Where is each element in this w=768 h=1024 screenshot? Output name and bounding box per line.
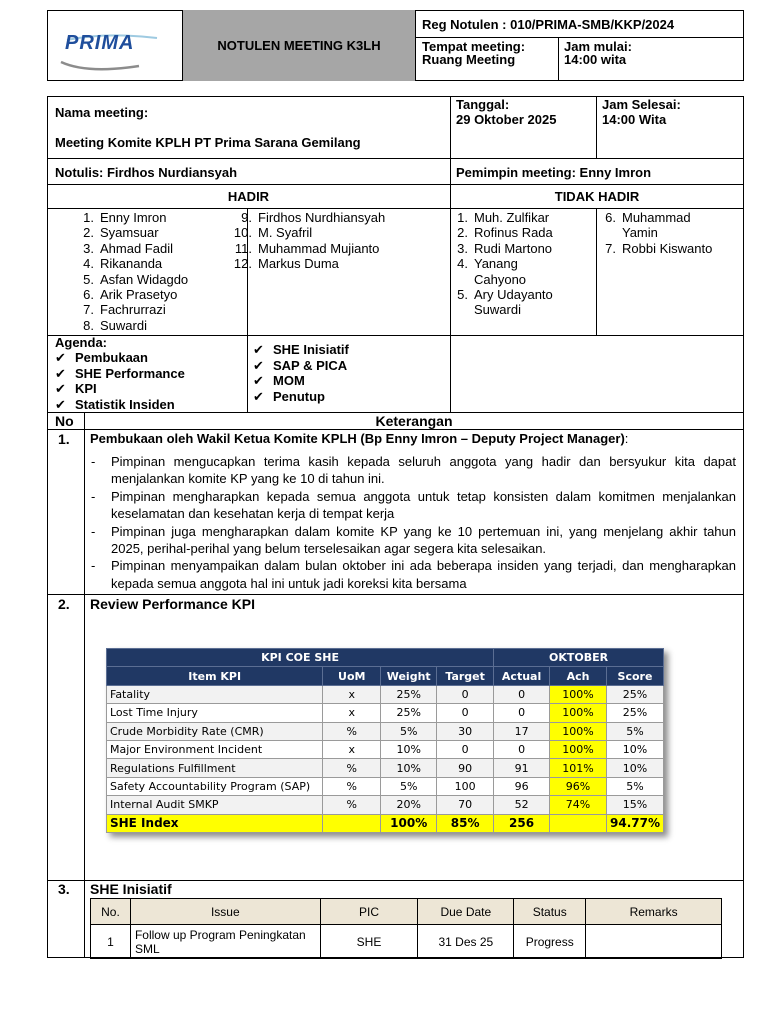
agenda-list-1	[55, 350, 185, 412]
agenda-item: ✔ MOM	[253, 373, 349, 389]
list-item: 3. Ahmad Fadil	[83, 240, 173, 256]
kpi-target: 0	[437, 704, 494, 722]
kpi-weight: 20%	[381, 796, 437, 814]
header-title-cell	[183, 10, 416, 81]
list-item: 2. Rofinus Rada	[457, 225, 553, 241]
list-item: 3. Rudi Martono	[457, 240, 553, 256]
list-item: 7. Fachrurrazi	[83, 302, 166, 318]
header-divider-h	[416, 37, 744, 38]
kpi-actual: 0	[494, 704, 550, 722]
section-3-title: SHE Inisiatif	[90, 881, 172, 897]
issue-header-row	[91, 899, 722, 925]
nama-meeting-value: Meeting Komite KPLH PT Prima Sarana Gemilang	[55, 135, 361, 150]
kpi-table	[106, 648, 664, 833]
kpi-target: 100	[437, 777, 494, 795]
tanggal-value: 29 Oktober 2025	[456, 112, 557, 127]
list-item: 1. Enny Imron	[83, 210, 167, 225]
agenda-item: ✔ KPI	[55, 381, 185, 397]
kpi-group-right: OKTOBER	[494, 649, 664, 667]
kpi-actual: 17	[494, 722, 550, 740]
kpi-target: 30	[437, 722, 494, 740]
kpi-col-uom: UoM	[323, 667, 381, 685]
list-item: 9. Firdhos Nurdhiansyah	[241, 210, 386, 225]
kpi-actual: 0	[494, 740, 550, 758]
agenda-item: ✔ SAP & PICA	[253, 358, 349, 374]
kpi-weight: 25%	[381, 685, 437, 703]
kpi-item: Safety Accountability Program (SAP)	[107, 777, 323, 795]
col-remarks: Remarks	[586, 899, 722, 925]
section-2-number: 2.	[58, 596, 70, 612]
kpi-weight: 10%	[381, 740, 437, 758]
list-item: 4. Rikananda	[83, 256, 163, 272]
section-3-number: 3.	[58, 881, 70, 897]
no-column-divider	[84, 412, 85, 958]
kpi-weight: 5%	[381, 777, 437, 795]
kpi-uom: x	[323, 685, 381, 703]
table-row	[107, 740, 664, 758]
agenda-item: ✔ SHE Inisiatif	[253, 342, 349, 358]
hadir-header: HADIR	[227, 189, 270, 204]
kpi-weight: 5%	[381, 722, 437, 740]
kpi-item: Major Environment Incident	[107, 740, 323, 758]
list-item: 5. Ary Udayanto Suwardi	[457, 287, 553, 318]
table-row	[107, 796, 664, 814]
kpi-col-target: Target	[437, 667, 494, 685]
kpi-total-item: SHE Index	[107, 814, 323, 832]
list-item: 6. Arik Prasetyo	[83, 287, 178, 303]
kpi-weight: 25%	[381, 704, 437, 722]
kpi-ach: 100%	[550, 740, 607, 758]
section-2-title: Review Performance KPI	[90, 596, 255, 612]
kpi-score: 5%	[606, 722, 663, 740]
kpi-score: 25%	[606, 685, 663, 703]
kpi-target: 0	[437, 685, 494, 703]
hadir-list-2	[230, 210, 450, 272]
agenda-item: ✔ Penutup	[253, 389, 349, 405]
col-issue: Issue	[130, 899, 320, 925]
jam-selesai-label: Jam Selesai:	[602, 97, 681, 112]
kpi-score: 10%	[606, 740, 663, 758]
kpi-ach: 96%	[550, 777, 607, 795]
no-header: No	[55, 413, 74, 429]
reg-notulen: Reg Notulen : 010/PRIMA-SMB/KKP/2024	[422, 17, 675, 32]
kpi-actual: 91	[494, 759, 550, 777]
list-item: 7. Robbi Kiswanto	[605, 240, 713, 256]
tempat-meeting-value: Ruang Meeting	[422, 52, 516, 67]
kpi-actual: 0	[494, 685, 550, 703]
table-row	[91, 925, 722, 959]
issue-remarks	[586, 925, 722, 959]
tanggal-label: Tanggal:	[456, 97, 510, 112]
table-row	[107, 777, 664, 795]
kpi-total-score: 94.77%	[606, 814, 663, 832]
jam-mulai-value: 14:00 wita	[564, 52, 627, 67]
agenda-item: ✔ Statistik Insiden	[55, 397, 185, 413]
list-item: 10. M. Syafril	[233, 225, 313, 241]
agenda-list-2	[253, 342, 349, 404]
kpi-item: Lost Time Injury	[107, 704, 323, 722]
kpi-item: Fatality	[107, 685, 323, 703]
section-1-title: Pembukaan oleh Wakil Ketua Komite KPLH (Bp Enny Imron – Deputy Project Manager):	[90, 431, 629, 446]
keterangan-header: Keterangan	[375, 413, 453, 429]
kpi-ach: 101%	[550, 759, 607, 777]
table-row	[107, 722, 664, 740]
kpi-score: 10%	[606, 759, 663, 777]
kpi-item: Internal Audit SMKP	[107, 796, 323, 814]
header-divider-v	[558, 37, 559, 81]
kpi-uom: x	[323, 704, 381, 722]
section-1-bullets	[89, 453, 736, 592]
kpi-ach: 100%	[550, 704, 607, 722]
kpi-actual: 96	[494, 777, 550, 795]
list-item: 1. Muh. Zulfikar	[457, 210, 550, 225]
kpi-ach: 74%	[550, 796, 607, 814]
tidak-hadir-list-2	[594, 210, 742, 256]
issue-text: Follow up Program Peningkatan SML	[130, 925, 320, 959]
bullet-item: - Pimpinan menyampaikan dalam bulan oktober ini ada beberapa insiden yang terjadi, dan mengharapkan kepada semua anggota hal ini untuk jadi koreksi kita bersama	[89, 557, 736, 592]
logo-text: PRIMA	[65, 32, 135, 54]
kpi-col-item: Item KPI	[107, 667, 323, 685]
list-item: 8. Suwardi	[83, 317, 147, 333]
list-item: 4. Yanang Cahyono	[457, 256, 527, 287]
nama-meeting-label: Nama meeting:	[55, 105, 149, 120]
issue-no: 1	[91, 925, 131, 959]
table-row	[107, 704, 664, 722]
issue-pic: SHE	[320, 925, 418, 959]
header-logo-cell	[47, 10, 183, 81]
list-item: 11. Muhammad Mujianto	[234, 240, 380, 256]
kpi-item: Regulations Fulfillment	[107, 759, 323, 777]
kpi-score: 25%	[606, 704, 663, 722]
row-line-7	[47, 594, 744, 595]
kpi-total-uom	[323, 814, 381, 832]
kpi-score: 5%	[606, 777, 663, 795]
issue-due: 31 Des 25	[418, 925, 514, 959]
bullet-item: - Pimpinan mengharapkan kepada semua anggota untuk tetap konsisten dalam komitmen menjalankan keselamatan dan kesehatan kerja di tempat kerja	[89, 488, 736, 523]
hadir-list-1	[72, 210, 247, 333]
tempat-meeting-label: Tempat meeting:	[422, 39, 526, 54]
kpi-uom: %	[323, 759, 381, 777]
issue-status: Progress	[514, 925, 586, 959]
jam-mulai-label: Jam mulai:	[564, 39, 632, 54]
kpi-uom: %	[323, 777, 381, 795]
kpi-group-left: KPI COE SHE	[107, 649, 494, 667]
kpi-uom: %	[323, 796, 381, 814]
col-due-date: Due Date	[418, 899, 514, 925]
document-title: NOTULEN MEETING K3LH	[217, 38, 381, 53]
kpi-uom: x	[323, 740, 381, 758]
notulis: Notulis: Firdhos Nurdiansyah	[55, 165, 238, 180]
tidak-hadir-header: TIDAK HADIR	[554, 189, 640, 204]
kpi-total-ach	[550, 814, 607, 832]
section-1-number: 1.	[58, 431, 70, 447]
kpi-target: 90	[437, 759, 494, 777]
list-item: 5. Asfan Widagdo	[83, 271, 189, 287]
row-line-3	[47, 208, 744, 209]
kpi-uom: %	[323, 722, 381, 740]
bullet-item: - Pimpinan juga mengharapkan dalam komite KP yang ke 10 pertemuan ini, yang menjelang akhir tahun 2025, perihal-perihal yang belum terselesaikan agar segera kita selesaikan.	[89, 523, 736, 558]
col-no: No.	[91, 899, 131, 925]
kpi-column-header-row	[107, 667, 664, 685]
table-row	[107, 685, 664, 703]
row-line-4	[47, 335, 744, 336]
kpi-total-target: 85%	[437, 814, 494, 832]
kpi-ach: 100%	[550, 722, 607, 740]
kpi-col-actual: Actual	[494, 667, 550, 685]
agenda-label: Agenda:	[55, 335, 107, 350]
kpi-score: 15%	[606, 796, 663, 814]
kpi-target: 0	[437, 740, 494, 758]
kpi-actual: 52	[494, 796, 550, 814]
kpi-total-actual: 256	[494, 814, 550, 832]
col-status: Status	[514, 899, 586, 925]
info-divider-v2	[596, 96, 597, 158]
she-inisiatif-table	[90, 898, 722, 959]
tidak-hadir-list-1	[446, 210, 596, 318]
list-item: 6. Muhammad Yamin	[605, 210, 691, 241]
list-item: 2. Syamsuar	[83, 225, 159, 241]
agenda-item: ✔ SHE Performance	[55, 366, 185, 382]
kpi-weight: 10%	[381, 759, 437, 777]
kpi-col-weight: Weight	[381, 667, 437, 685]
row-line-6	[47, 429, 744, 430]
row-line-2	[47, 184, 744, 185]
kpi-col-ach: Ach	[550, 667, 607, 685]
bullet-item: - Pimpinan mengucapkan terima kasih kepada seluruh anggota yang hadir dan bersyukur kita dapat menjalankan komite KP yang ke 10 di tahun ini.	[89, 453, 736, 488]
agenda-item: ✔ Pembukaan	[55, 350, 185, 366]
kpi-group-header-row	[107, 649, 664, 667]
kpi-total-weight: 100%	[381, 814, 437, 832]
list-item: 12. Markus Duma	[233, 256, 339, 272]
kpi-col-score: Score	[606, 667, 663, 685]
table-row	[107, 759, 664, 777]
col-pic: PIC	[320, 899, 418, 925]
row-line-1	[47, 158, 744, 159]
kpi-ach: 100%	[550, 685, 607, 703]
pemimpin-meeting: Pemimpin meeting: Enny Imron	[456, 165, 652, 180]
kpi-target: 70	[437, 796, 494, 814]
kpi-item: Crude Morbidity Rate (CMR)	[107, 722, 323, 740]
kpi-total-row	[107, 814, 664, 832]
jam-selesai-value: 14:00 Wita	[602, 112, 667, 127]
